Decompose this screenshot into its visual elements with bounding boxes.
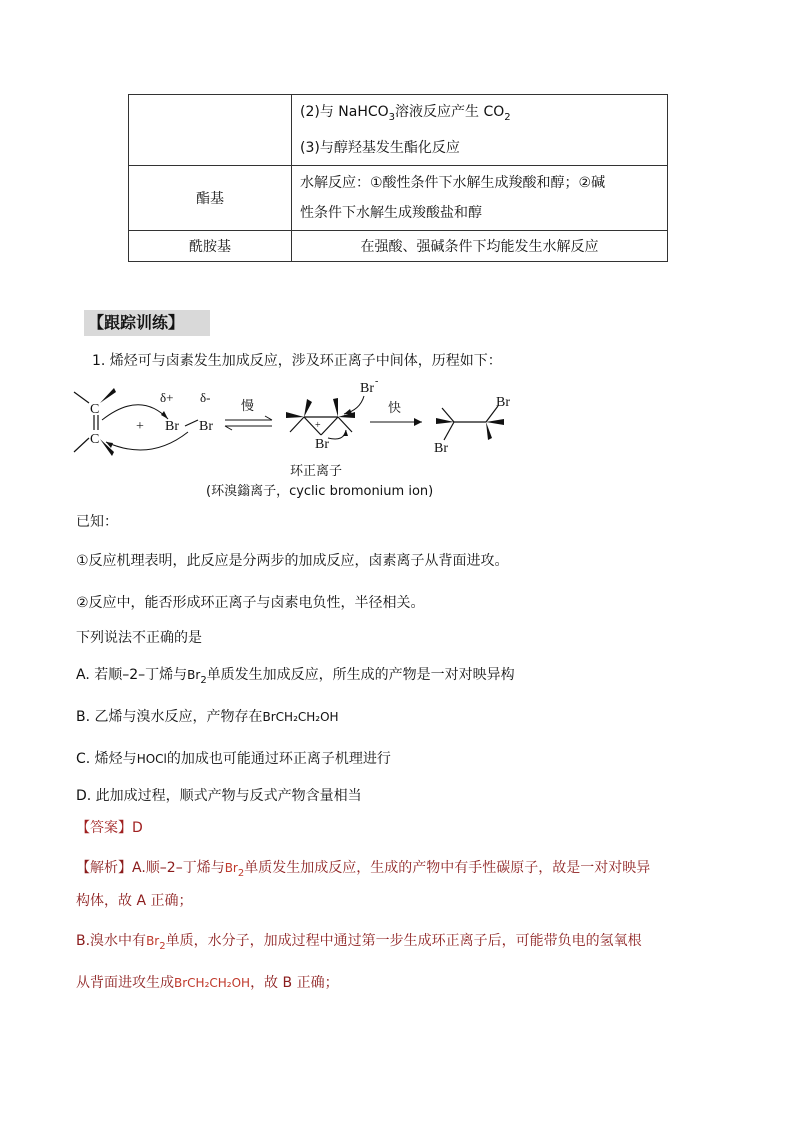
slow-label: 慢 [241, 399, 255, 414]
option-text: 的加成也可能通过环正离子机理进行 [166, 751, 391, 767]
functional-group-table [128, 94, 668, 262]
analysis-line [76, 972, 339, 992]
desc-text: (2)与 NaHCO [300, 104, 389, 120]
delta-plus-label: δ+ [160, 390, 174, 405]
table-row [129, 95, 668, 166]
question-stem: 1. 烯烃可与卤素发生加成反应，涉及环正离子中间体，历程如下： [92, 353, 502, 369]
desc-text: (3)与醇羟基发生酯化反应 [300, 139, 460, 156]
option-a [76, 664, 515, 686]
known-label: 已知： [76, 514, 118, 530]
analysis-text: ，故 B 正确； [250, 975, 339, 991]
delta-minus-label: δ- [200, 390, 211, 405]
option-text: A. 若顺–2–丁烯与 [76, 667, 188, 683]
table-cell-name: 酰胺基 [129, 230, 292, 261]
option-c [76, 748, 391, 768]
fast-label: 快 [388, 401, 402, 416]
product-structure [430, 390, 520, 460]
desc-text: 溶液反应产生 CO [395, 104, 505, 120]
minus-sign: - [375, 376, 379, 387]
chem-formula: BrCH₂CH₂OH [174, 976, 251, 990]
subscript: 2 [237, 867, 245, 879]
carbon-label: C [90, 432, 100, 447]
option-b [76, 706, 339, 726]
subscript: 3 [388, 111, 396, 123]
chem-formula: Br [187, 668, 201, 682]
chem-formula: Br [146, 934, 160, 948]
bromine-label: Br [165, 419, 179, 434]
chem-formula: HOCl [136, 752, 167, 766]
table-cell-name [129, 95, 292, 166]
bromine-label: Br [315, 437, 329, 452]
analysis-label: 【解析】 [76, 860, 132, 876]
option-text: B. 乙烯与溴水反应，产物存在 [76, 709, 263, 725]
analysis-text: A.顺–2–丁烯与 [132, 860, 225, 876]
bromide-label: Br [360, 381, 374, 396]
subscript: 2 [504, 111, 511, 123]
diagram-caption: 环正离子 [290, 464, 343, 479]
desc-text: 水解反应：①酸性条件下水解生成羧酸和醇；②碱 [300, 174, 606, 191]
question-prompt: 下列说法不正确的是 [76, 630, 202, 646]
desc-text: 性条件下水解生成羧酸盐和醇 [300, 204, 482, 221]
known-item: ①反应机理表明，此反应是分两步的加成反应，卤素离子从背面进攻。 [76, 553, 509, 569]
analysis-text: 单质，水分子，加成过程中通过第一步生成环正离子后，可能带负电的氢氧根 [165, 933, 642, 949]
analysis-text: 单质发生加成反应，生成的产物中有手性碳原子，故是一对对映异 [244, 860, 651, 876]
answer-line: 【答案】D [76, 820, 143, 836]
option-text: C. 烯烃与 [76, 751, 137, 767]
analysis-text: 从背面进攻生成 [76, 975, 174, 991]
analysis-line [76, 857, 650, 879]
chem-formula: Br [224, 861, 238, 875]
analysis-line: 构体，故 A 正确； [76, 893, 193, 909]
analysis-text: B.溴水中有 [76, 933, 147, 949]
bromine-label: Br [496, 395, 510, 410]
bromine-label: Br [434, 441, 448, 456]
section-tag: 【跟踪训练】 [84, 310, 210, 336]
table-cell-desc [292, 165, 668, 230]
plus-sign: + [136, 419, 144, 434]
carbon-label: C [90, 402, 100, 417]
table-cell-desc: 在强酸、强碱条件下均能发生水解反应 [292, 230, 668, 261]
bromine-label: Br [199, 419, 213, 434]
table-cell-desc [292, 95, 668, 166]
ring-plus-label: + [315, 420, 321, 431]
option-d: D. 此加成过程，顺式产物与反式产物含量相当 [76, 788, 362, 804]
table-row [129, 230, 668, 261]
subscript: 2 [200, 674, 207, 686]
chem-formula: BrCH₂CH₂OH [262, 710, 339, 724]
analysis-line [76, 930, 642, 952]
known-item: ②反应中，能否形成环正离子与卤素电负性，半径相关。 [76, 595, 425, 611]
diagram-caption: (环溴鎓离子，cyclic bromonium ion) [206, 484, 434, 499]
subscript: 2 [159, 940, 166, 952]
option-text: 单质发生加成反应，所生成的产物是一对对映异构 [206, 667, 515, 683]
table-cell-name: 酯基 [129, 165, 292, 230]
table-row [129, 165, 668, 230]
